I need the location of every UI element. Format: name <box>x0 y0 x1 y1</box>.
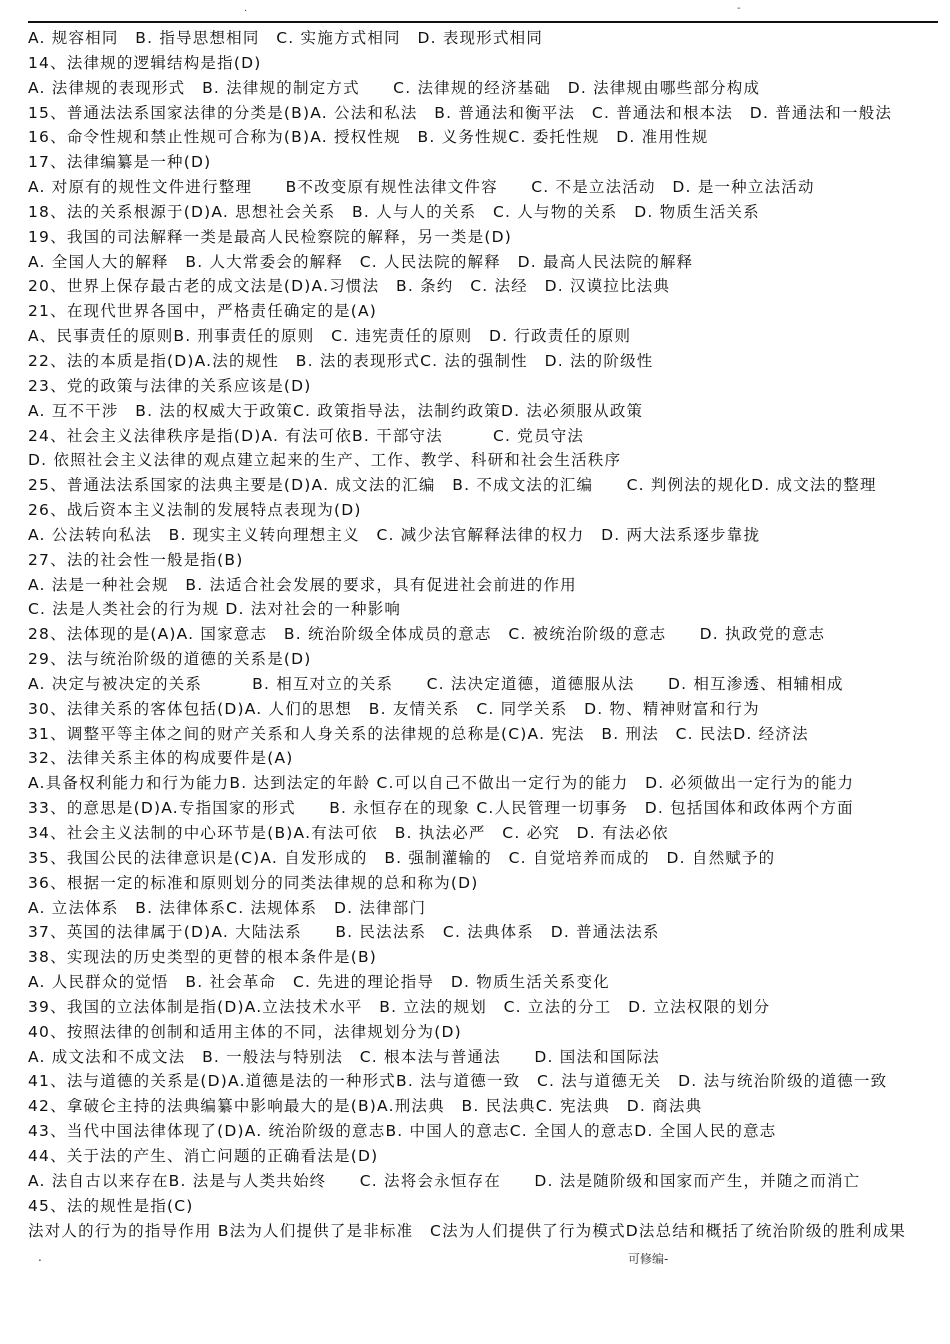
text-line: 35、我国公民的法律意识是(C)A. 自发形成的 B. 强制灌输的 C. 自觉培养而成的 D. 自然赋予的 <box>28 848 776 867</box>
text-line: A. 互不干涉 B. 法的权威大于政策C. 政策指导法，法制约政策D. 法必须服从政策 <box>28 401 644 420</box>
text-line: 33、的意思是(D)A.专指国家的形式 B. 永恒存在的现象 C.人民管理一切事务 D. 包括国体和政体两个方面 <box>28 799 854 818</box>
text-line: 24、社会主义法律秩序是指(D)A. 有法可依B. 干部守法 C. 党员守法 <box>28 426 585 445</box>
text-line: A. 人民群众的觉悟 B. 社会革命 C. 先进的理论指导 D. 物质生活关系变化 <box>28 973 610 992</box>
question-list <box>28 26 933 1243</box>
text-line: 38、实现法的历史类型的更替的根本条件是(B) <box>28 948 378 967</box>
text-line: 15、普通法法系国家法律的分类是(B)A. 公法和私法 B. 普通法和衡平法 C. 普通法和根本法 D. 普通法和一般法 <box>28 103 893 122</box>
text-line: A.具备权利能力和行为能力B. 达到法定的年龄 C.可以自己不做出一定行为的能力 D. 必须做出一定行为的能力 <box>28 774 855 793</box>
text-line: D. 依照社会主义法律的观点建立起来的生产、工作、教学、科研和社会生活秩序 <box>28 451 622 470</box>
text-line: 18、法的关系根源于(D)A. 思想社会关系 B. 人与人的关系 C. 人与物的关系 D. 物质生活关系 <box>28 202 760 221</box>
text-line: 法对人的行为的指导作用 B法为人们提供了是非标准 C法为人们提供了行为模式D法总结和概括了统治阶级的胜利成果 <box>28 1221 907 1240</box>
text-line: 28、法体现的是(A)A. 国家意志 B. 统治阶级全体成员的意志 C. 被统治阶级的意志 D. 执政党的意志 <box>28 625 826 644</box>
text-line: 14、法律规的逻辑结构是指(D) <box>28 53 262 72</box>
text-line: 31、调整平等主体之间的财产关系和人身关系的法律规的总称是(C)A. 宪法 B. 刑法 C. 民法D. 经济法 <box>28 724 809 743</box>
text-line: A. 公法转向私法 B. 现实主义转向理想主义 C. 减少法官解释法律的权力 D. 两大法系逐步靠拢 <box>28 525 761 544</box>
text-line: A. 决定与被决定的关系 B. 相互对立的关系 C. 法决定道德，道德服从法 D. 相互渗透、相辅相成 <box>28 674 844 693</box>
text-line: 34、社会主义法制的中心环节是(B)A.有法可依 B. 执法必严 C. 必究 D. 有法必依 <box>28 824 669 842</box>
text-line: 43、当代中国法律体现了(D)A. 统治阶级的意志B. 中国人的意志C. 全国人的意志D. 全国人民的意志 <box>28 1122 777 1141</box>
text-line: A. 规容相同 B. 指导思想相同 C. 实施方式相同 D. 表现形式相同 <box>28 29 544 47</box>
text-line: 40、按照法律的创制和适用主体的不同，法律规划分为(D) <box>28 1022 462 1041</box>
header-rule <box>28 21 938 23</box>
text-line: 17、法律编纂是一种(D) <box>28 153 212 172</box>
text-line: 22、法的本质是指(D)A.法的规性 B. 法的表现形式C. 法的强制性 D. 法的阶级性 <box>28 351 654 370</box>
text-line: A. 对原有的规性文件进行整理 B不改变原有规性法律文件容 C. 不是立法活动 D. 是一种立法活动 <box>28 178 815 197</box>
text-line: 26、战后资本主义法制的发展特点表现为(D) <box>28 501 362 520</box>
text-line: 32、法律关系主体的构成要件是(A) <box>28 749 294 768</box>
text-line: 16、命令性规和禁止性规可合称为(B)A. 授权性规 B. 义务性规C. 委托性规 D. 准用性规 <box>28 128 709 147</box>
text-line: A. 法自古以来存在B. 法是与人类共始终 C. 法将会永恒存在 D. 法是随阶级和国家而产生，并随之而消亡 <box>28 1171 861 1190</box>
text-line: 41、法与道德的关系是(D)A.道德是法的一种形式B. 法与道德一致 C. 法与道德无关 D. 法与统治阶级的道德一致 <box>28 1072 888 1091</box>
text-line: A. 法是一种社会规 B. 法适合社会发展的要求，具有促进社会前进的作用 <box>28 575 577 594</box>
text-line: 20、世界上保存最古老的成文法是(D)A.习惯法 B. 条约 C. 法经 D. 汉谟拉比法典 <box>28 277 671 296</box>
text-line: 37、英国的法律属于(D)A. 大陆法系 B. 民法法系 C. 法典体系 D. 普通法法系 <box>28 923 660 942</box>
text-line: A. 全国人大的解释 B. 人大常委会的解释 C. 人民法院的解释 D. 最高人民法院的解释 <box>28 252 694 271</box>
text-line: 36、根据一定的标准和原则划分的同类法律规的总和称为(D) <box>28 873 479 892</box>
text-line: 39、我国的立法体制是指(D)A.立法技术水平 B. 立法的规划 C. 立法的分工 D. 立法权限的划分 <box>28 997 771 1016</box>
footer-editable-note: 可修编- <box>628 1252 669 1266</box>
text-line: 45、法的规性是指(C) <box>28 1196 194 1215</box>
text-line: A. 成文法和不成文法 B. 一般法与特别法 C. 根本法与普通法 D. 国法和国际法 <box>28 1047 660 1066</box>
text-line: 25、普通法法系国家的法典主要是(D)A. 成文法的汇编 B. 不成文法的汇编 C. 判例法的规化D. 成文法的整理 <box>28 476 877 495</box>
text-line: 27、法的社会性一般是指(B) <box>28 550 244 569</box>
text-line: C. 法是人类社会的行为规 D. 法对社会的一种影响 <box>28 600 402 619</box>
text-line: 21、在现代世界各国中，严格责任确定的是(A) <box>28 302 378 321</box>
text-line: 44、关于法的产生、消亡问题的正确看法是(D) <box>28 1146 379 1165</box>
text-line: A、民事责任的原则B. 刑事责任的原则 C. 违宪责任的原则 D. 行政责任的原则 <box>28 327 632 346</box>
header-dot-right: - <box>737 3 741 14</box>
footer-dot: . <box>38 1250 42 1264</box>
text-line: A. 立法体系 B. 法律体系C. 法规体系 D. 法律部门 <box>28 898 427 917</box>
text-line: A. 法律规的表现形式 B. 法律规的制定方式 C. 法律规的经济基础 D. 法律规由哪些部分构成 <box>28 78 761 97</box>
text-line: 42、拿破仑主持的法典编纂中影响最大的是(B)A.刑法典 B. 民法典C. 宪法典 D. 商法典 <box>28 1097 703 1116</box>
text-line: 30、法律关系的客体包括(D)A. 人们的思想 B. 友情关系 C. 同学关系 D. 物、精神财富和行为 <box>28 699 760 718</box>
header-dot-left: . <box>244 3 248 14</box>
text-line: 19、我国的司法解释一类是最高人民检察院的解释，另一类是(D) <box>28 227 512 246</box>
text-line: 29、法与统治阶级的道德的关系是(D) <box>28 650 312 669</box>
text-line: 23、党的政策与法律的关系应该是(D) <box>28 376 312 395</box>
